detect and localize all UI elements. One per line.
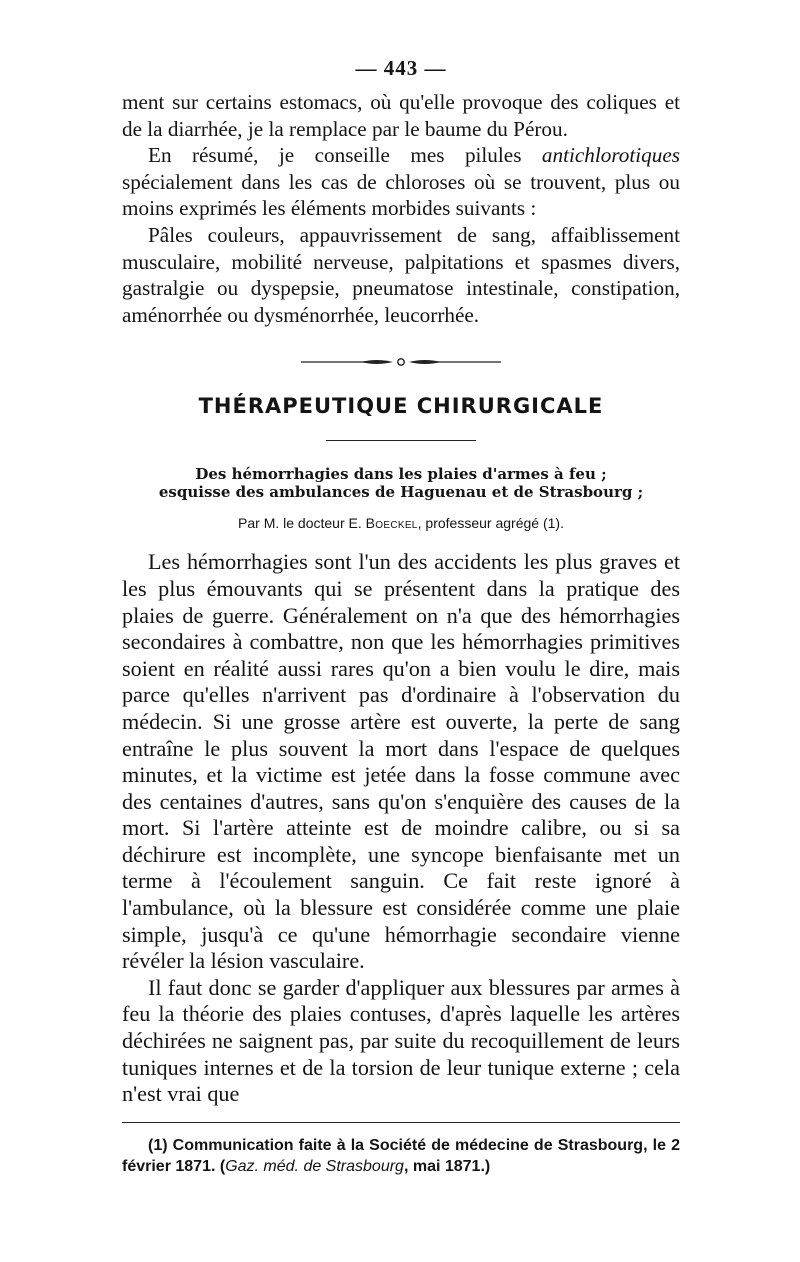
ornament-divider — [301, 356, 501, 368]
intro-paragraph-3: Pâles couleurs, appauvrissement de sang, affaiblissement musculaire, mobilité nerveuse, palpitations et spasmes divers, gastralgie ou dyspepsie, pneumatose intestinale, constipation, aménorrhée ou dysménorrhée, leucorrhée. — [122, 222, 680, 327]
intro-paragraph-1: ment sur certains estomacs, où qu'elle provoque des coliques et de la diarrhée, je la remplace par le baume du Pérou. — [122, 90, 680, 141]
page-number: — 443 — — [355, 56, 447, 80]
byline-prefix: Par M. le docteur E. — [238, 515, 366, 532]
byline — [122, 515, 680, 531]
article-title-line-1: Des hémorrhagies dans les plaies d'armes à feu ; — [195, 465, 607, 484]
intro-paragraph-2 — [122, 142, 680, 222]
intro-paragraph-2-start: En résumé, je conseille mes pilules — [148, 143, 542, 168]
book-page — [122, 56, 680, 1177]
article-paragraph-2: Il faut donc se garder d'appliquer aux blessures par armes à feu la théorie des plaies contuses, d'après laquelle les artères déchirées ne saignent pas, par suite du recoquillement de leurs tuniques internes et de la torsion de leur tunique externe ; cela n'est vrai que — [122, 974, 680, 1107]
footnote-end: , mai 1871.) — [403, 1157, 491, 1175]
article-title-line-2: esquisse des ambulances de Haguenau et de Strasbourg ; — [158, 483, 644, 502]
footnote-journal: Gaz. méd. de Strasbourg — [225, 1157, 404, 1175]
title-rule — [326, 440, 476, 441]
article-body — [122, 549, 680, 1107]
intro-paragraph-2-italic: antichlorotiques — [541, 143, 680, 168]
footnote-start: (1) Communication faite à la Société de médecine de Strasbourg, le 2 février 1871. ( — [122, 1136, 680, 1175]
section-title: THÉRAPEUTIQUE CHIRURGICALE — [198, 394, 604, 419]
intro-text — [122, 89, 680, 328]
byline-suffix: , professeur agrégé (1). — [417, 515, 564, 532]
article-title — [122, 465, 680, 501]
footnote — [122, 1135, 680, 1177]
footnote-rule — [122, 1122, 680, 1123]
intro-paragraph-2-end: spécialement dans les cas de chloroses où se trouvent, plus ou moins exprimés les éléments morbides suivants : — [122, 169, 680, 221]
article-paragraph-1: Les hémorrhagies sont l'un des accidents les plus graves et les plus émouvants qui se présentent dans la pratique des plaies de guerre. Généralement on n'a que des hémorrhagies secondaires à combattre, non que les hémorrhagies primitives soient en réalité aussi rares qu'on a bien voulu le dire, mais parce qu'elles n'arrivent pas d'ordinaire à l'observation du médecin. Si une grosse artère est ouverte, la perte de sang entraîne le plus souvent la mort dans l'espace de quelques minutes, et la victime est jetée dans la fosse commune avec des centaines d'autres, sans qu'on s'enquière des causes de la mort. Si l'artère atteinte est de moindre calibre, ou si sa déchirure est incomplète, une syncope bienfaisante met un terme à l'écoulement sanguin. Ce fait reste ignoré à l'ambulance, où la blessure est considérée comme une plaie simple, jusqu'à ce qu'une hémorrhagie secondaire vienne révéler la lésion vasculaire. — [122, 549, 680, 974]
author-name: Boeckel — [365, 515, 418, 532]
